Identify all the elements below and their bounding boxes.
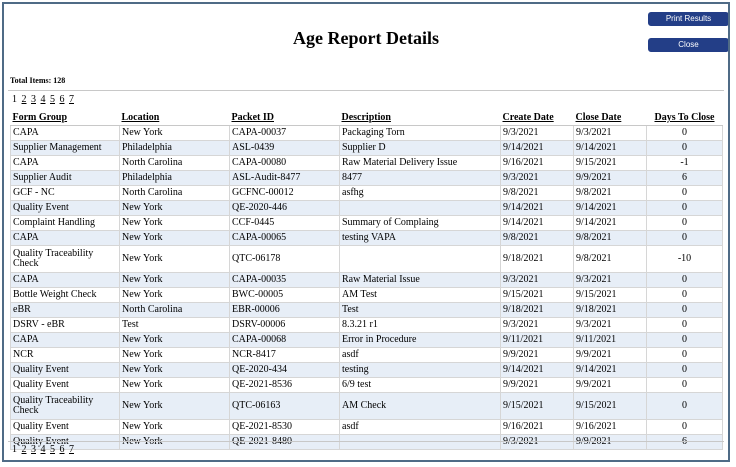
- cell-close-date: 9/9/2021: [574, 378, 647, 393]
- pager-page-link[interactable]: 3: [31, 444, 36, 455]
- cell-form-group: CAPA: [11, 273, 120, 288]
- cell-create-date: 9/3/2021: [501, 318, 574, 333]
- pager-page-link[interactable]: 5: [50, 94, 55, 105]
- cell-description: asdf: [340, 348, 501, 363]
- cell-description: 8477: [340, 171, 501, 186]
- table-row: [11, 378, 723, 393]
- cell-description: [340, 435, 501, 450]
- print-results-button[interactable]: Print Results: [648, 12, 729, 26]
- pager-page-link[interactable]: 6: [59, 94, 65, 105]
- cell-packet-id: QE-2021-8480: [230, 435, 340, 450]
- table-row: [11, 216, 723, 231]
- column-header-location[interactable]: Location: [120, 111, 230, 126]
- cell-location: New York: [120, 393, 230, 420]
- cell-create-date: 9/15/2021: [501, 393, 574, 420]
- cell-location: New York: [120, 435, 230, 450]
- cell-location: North Carolina: [120, 186, 230, 201]
- table-row: [11, 141, 723, 156]
- pager-page-link[interactable]: 2: [21, 94, 27, 105]
- cell-description: AM Check: [340, 393, 501, 420]
- cell-form-group: CAPA: [11, 231, 120, 246]
- cell-close-date: 9/15/2021: [574, 393, 647, 420]
- cell-create-date: 9/14/2021: [501, 216, 574, 231]
- table-row: [11, 303, 723, 318]
- cell-create-date: 9/14/2021: [501, 141, 574, 156]
- cell-create-date: 9/14/2021: [501, 363, 574, 378]
- cell-packet-id: CAPA-00068: [230, 333, 340, 348]
- cell-packet-id: QE-2021-8536: [230, 378, 340, 393]
- table-row: [11, 333, 723, 348]
- divider: [8, 90, 724, 91]
- cell-create-date: 9/3/2021: [501, 126, 574, 141]
- cell-form-group: DSRV - eBR: [11, 318, 120, 333]
- cell-location: New York: [120, 420, 230, 435]
- divider: [8, 441, 724, 442]
- report-window: [2, 2, 730, 462]
- cell-form-group: CAPA: [11, 333, 120, 348]
- cell-days-to-close: -10: [647, 246, 723, 273]
- cell-form-group: Quality Event: [11, 435, 120, 450]
- cell-location: Philadelphia: [120, 141, 230, 156]
- table-row: [11, 288, 723, 303]
- cell-description: Raw Material Delivery Issue: [340, 156, 501, 171]
- table-row: [11, 126, 723, 141]
- table-row: [11, 186, 723, 201]
- cell-days-to-close: 0: [647, 318, 723, 333]
- cell-days-to-close: 0: [647, 126, 723, 141]
- cell-location: New York: [120, 246, 230, 273]
- cell-packet-id: QE-2020-434: [230, 363, 340, 378]
- cell-packet-id: CAPA-00035: [230, 273, 340, 288]
- total-items-label: Total Items: 128: [10, 76, 66, 85]
- cell-location: New York: [120, 201, 230, 216]
- cell-create-date: 9/8/2021: [501, 231, 574, 246]
- cell-description: Test: [340, 303, 501, 318]
- cell-form-group: Bottle Weight Check: [11, 288, 120, 303]
- cell-close-date: 9/3/2021: [574, 273, 647, 288]
- cell-description: 8.3.21 r1: [340, 318, 501, 333]
- pager-page-link[interactable]: 6: [59, 444, 65, 455]
- cell-packet-id: DSRV-00006: [230, 318, 340, 333]
- cell-days-to-close: 0: [647, 216, 723, 231]
- table-row: [11, 393, 723, 420]
- cell-location: Philadelphia: [120, 171, 230, 186]
- cell-packet-id: CAPA-00037: [230, 126, 340, 141]
- cell-days-to-close: 0: [647, 393, 723, 420]
- pager-top: [12, 94, 76, 105]
- pager-page-link[interactable]: 7: [69, 444, 74, 455]
- cell-create-date: 9/14/2021: [501, 201, 574, 216]
- cell-form-group: Quality Event: [11, 363, 120, 378]
- cell-form-group: eBR: [11, 303, 120, 318]
- cell-packet-id: QTC-06163: [230, 393, 340, 420]
- cell-days-to-close: 0: [647, 420, 723, 435]
- cell-create-date: 9/16/2021: [501, 420, 574, 435]
- page-title: Age Report Details: [293, 28, 439, 48]
- cell-days-to-close: 6: [647, 171, 723, 186]
- column-header-days-to-close[interactable]: Days To Close: [647, 111, 723, 126]
- cell-form-group: Quality Traceability Check: [11, 246, 120, 273]
- cell-description: testing: [340, 363, 501, 378]
- cell-description: asfhg: [340, 186, 501, 201]
- cell-packet-id: QTC-06178: [230, 246, 340, 273]
- column-header-close-date[interactable]: Close Date: [574, 111, 647, 126]
- cell-form-group: Supplier Management: [11, 141, 120, 156]
- cell-packet-id: CAPA-00065: [230, 231, 340, 246]
- pager-current-page: 1: [12, 94, 17, 105]
- cell-create-date: 9/3/2021: [501, 171, 574, 186]
- cell-form-group: Supplier Audit: [11, 171, 120, 186]
- cell-days-to-close: 0: [647, 201, 723, 216]
- cell-close-date: 9/14/2021: [574, 201, 647, 216]
- cell-description: [340, 201, 501, 216]
- cell-close-date: 9/18/2021: [574, 303, 647, 318]
- cell-days-to-close: 0: [647, 288, 723, 303]
- pager-page-link[interactable]: 2: [21, 444, 27, 455]
- cell-create-date: 9/15/2021: [501, 288, 574, 303]
- cell-days-to-close: 0: [647, 348, 723, 363]
- cell-form-group: Complaint Handling: [11, 216, 120, 231]
- column-header-description[interactable]: Description: [340, 111, 501, 126]
- cell-days-to-close: 0: [647, 231, 723, 246]
- cell-packet-id: BWC-00005: [230, 288, 340, 303]
- cell-form-group: GCF - NC: [11, 186, 120, 201]
- cell-close-date: 9/14/2021: [574, 141, 647, 156]
- cell-close-date: 9/9/2021: [574, 348, 647, 363]
- cell-close-date: 9/8/2021: [574, 246, 647, 273]
- pager-page-link[interactable]: 5: [50, 444, 55, 455]
- table-row: [11, 363, 723, 378]
- cell-location: New York: [120, 333, 230, 348]
- pager-bottom: [12, 444, 76, 455]
- cell-location: New York: [120, 288, 230, 303]
- pager-page-link[interactable]: 4: [40, 94, 46, 105]
- age-report-table: [10, 111, 723, 450]
- cell-packet-id: ASL-0439: [230, 141, 340, 156]
- cell-packet-id: QE-2020-446: [230, 201, 340, 216]
- table-row: [11, 318, 723, 333]
- cell-description: Packaging Torn: [340, 126, 501, 141]
- cell-location: New York: [120, 363, 230, 378]
- cell-location: New York: [120, 216, 230, 231]
- cell-location: New York: [120, 273, 230, 288]
- cell-description: [340, 246, 501, 273]
- cell-close-date: 9/9/2021: [574, 435, 647, 450]
- cell-days-to-close: 0: [647, 378, 723, 393]
- cell-close-date: 9/8/2021: [574, 231, 647, 246]
- cell-close-date: 9/15/2021: [574, 288, 647, 303]
- column-header-form-group[interactable]: Form Group: [11, 111, 120, 126]
- pager-page-link[interactable]: 7: [69, 94, 74, 105]
- cell-location: New York: [120, 231, 230, 246]
- cell-location: North Carolina: [120, 156, 230, 171]
- cell-close-date: 9/11/2021: [574, 333, 647, 348]
- cell-create-date: 9/18/2021: [501, 246, 574, 273]
- cell-days-to-close: 0: [647, 186, 723, 201]
- table-header-row: [11, 111, 723, 126]
- table-row: [11, 231, 723, 246]
- cell-description: AM Test: [340, 288, 501, 303]
- cell-location: New York: [120, 348, 230, 363]
- table-row: [11, 246, 723, 273]
- cell-create-date: 9/18/2021: [501, 303, 574, 318]
- cell-create-date: 9/9/2021: [501, 378, 574, 393]
- cell-close-date: 9/3/2021: [574, 126, 647, 141]
- cell-form-group: Quality Event: [11, 201, 120, 216]
- cell-create-date: 9/3/2021: [501, 435, 574, 450]
- cell-create-date: 9/3/2021: [501, 273, 574, 288]
- cell-days-to-close: 0: [647, 363, 723, 378]
- cell-create-date: 9/9/2021: [501, 348, 574, 363]
- cell-description: asdf: [340, 420, 501, 435]
- cell-days-to-close: 6: [647, 435, 723, 450]
- cell-close-date: 9/14/2021: [574, 363, 647, 378]
- pager-page-link[interactable]: 4: [40, 444, 46, 455]
- column-header-packet-id[interactable]: Packet ID: [230, 111, 340, 126]
- cell-location: North Carolina: [120, 303, 230, 318]
- pager-page-link[interactable]: 3: [31, 94, 36, 105]
- cell-form-group: Quality Traceability Check: [11, 393, 120, 420]
- table-body: [11, 126, 723, 450]
- cell-form-group: CAPA: [11, 156, 120, 171]
- cell-days-to-close: 0: [647, 273, 723, 288]
- cell-close-date: 9/9/2021: [574, 171, 647, 186]
- cell-close-date: 9/3/2021: [574, 318, 647, 333]
- close-button[interactable]: Close: [648, 38, 729, 52]
- cell-form-group: Quality Event: [11, 378, 120, 393]
- cell-form-group: CAPA: [11, 126, 120, 141]
- table-row: [11, 273, 723, 288]
- cell-packet-id: CAPA-00080: [230, 156, 340, 171]
- cell-days-to-close: 0: [647, 333, 723, 348]
- table-row: [11, 435, 723, 450]
- cell-description: Error in Procedure: [340, 333, 501, 348]
- cell-create-date: 9/16/2021: [501, 156, 574, 171]
- cell-location: New York: [120, 378, 230, 393]
- cell-packet-id: CCF-0445: [230, 216, 340, 231]
- cell-location: Test: [120, 318, 230, 333]
- cell-close-date: 9/14/2021: [574, 216, 647, 231]
- cell-days-to-close: 0: [647, 141, 723, 156]
- cell-close-date: 9/16/2021: [574, 420, 647, 435]
- cell-description: Raw Material Issue: [340, 273, 501, 288]
- table-row: [11, 156, 723, 171]
- cell-packet-id: EBR-00006: [230, 303, 340, 318]
- cell-form-group: Quality Event: [11, 420, 120, 435]
- cell-close-date: 9/8/2021: [574, 186, 647, 201]
- cell-packet-id: ASL-Audit-8477: [230, 171, 340, 186]
- table-row: [11, 348, 723, 363]
- pager-current-page: 1: [12, 444, 17, 455]
- cell-packet-id: QE-2021-8530: [230, 420, 340, 435]
- cell-create-date: 9/8/2021: [501, 186, 574, 201]
- cell-description: Summary of Complaing: [340, 216, 501, 231]
- cell-location: New York: [120, 126, 230, 141]
- cell-close-date: 9/15/2021: [574, 156, 647, 171]
- table-row: [11, 171, 723, 186]
- cell-create-date: 9/11/2021: [501, 333, 574, 348]
- cell-description: testing VAPA: [340, 231, 501, 246]
- cell-days-to-close: 0: [647, 303, 723, 318]
- cell-form-group: NCR: [11, 348, 120, 363]
- cell-description: Supplier D: [340, 141, 501, 156]
- cell-packet-id: GCFNC-00012: [230, 186, 340, 201]
- table-row: [11, 420, 723, 435]
- table-row: [11, 201, 723, 216]
- cell-days-to-close: -1: [647, 156, 723, 171]
- cell-packet-id: NCR-8417: [230, 348, 340, 363]
- cell-description: 6/9 test: [340, 378, 501, 393]
- column-header-create-date[interactable]: Create Date: [501, 111, 574, 126]
